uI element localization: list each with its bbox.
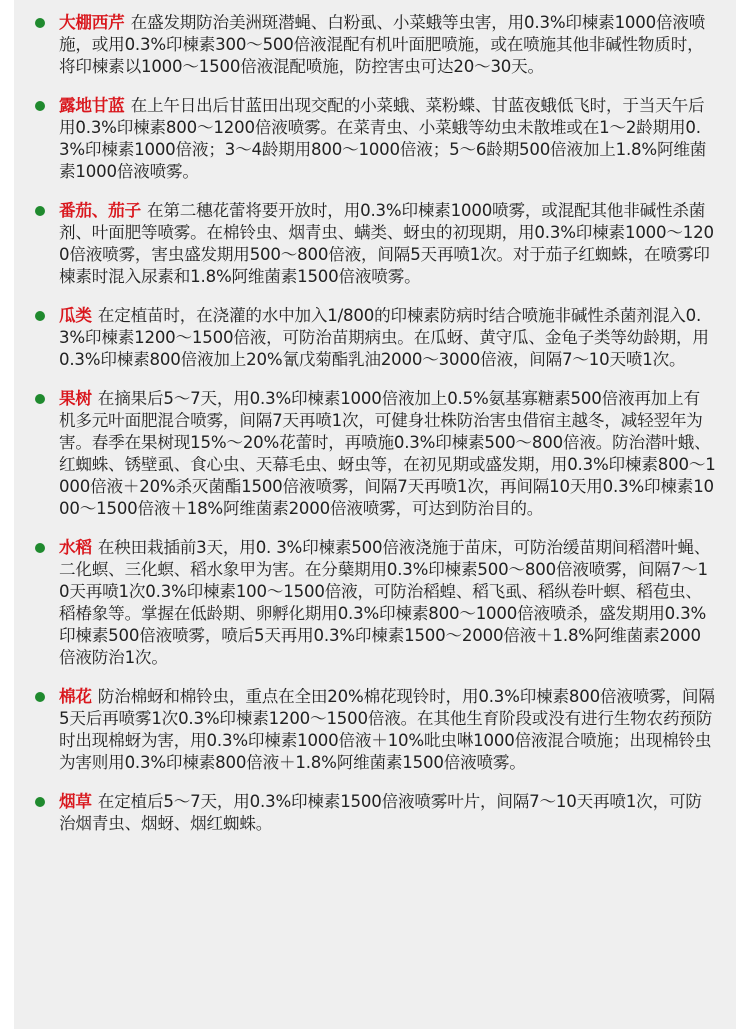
crop-name: 烟草 <box>59 792 92 811</box>
entry-tomato-eggplant <box>14 200 736 288</box>
crop-name: 露地甘蓝 <box>59 96 125 115</box>
entry-text: 在秧田栽插前3天，用0. 3%印楝素500倍液浇施于苗床，可防治缓苗期间稻潜叶蝇、二化螟、三化螟、稻水象甲为害。在分蘖期用0.3%印楝素500～800倍液喷雾，间隔7～10天再喷1次0.3%印楝素100～1500倍液，可防治稻蝗、稻飞虱、稻纵卷叶螟、稻苞虫、稻椿象等。掌握在低龄期、卵孵化期用0.3%印楝素800～1000倍液喷杀，盛发期用0.3%印楝素500倍液喷雾，喷后5天再用0.3%印楝素1500～2000倍液＋1.8%阿维菌素2000倍液防治1次。 <box>59 538 711 667</box>
entry-cabbage <box>14 95 736 183</box>
entry-tobacco <box>14 791 736 835</box>
bullet-icon <box>35 206 45 216</box>
entry-text: 在盛发期防治美洲斑潜蝇、白粉虱、小菜蛾等虫害，用0.3%印楝素1000倍液喷施，或用0.3%印楝素300～500倍液混配有机叶面肥喷施，或在喷施其他非碱性物质时，将印楝素以1000～1500倍液混配喷施，防控害虫可达20～30天。 <box>59 13 706 76</box>
crop-name: 瓜类 <box>59 306 92 325</box>
entry-text: 在定植苗时，在浇灌的水中加入1/800的印楝素防病时结合喷施非碱性杀菌剂混入0.3%印楝素1200～1500倍液，可防治苗期病虫。在瓜蚜、黄守瓜、金龟子类等幼龄期，用0.3%印楝素800倍液加上20%氰戊菊酯乳油2000～3000倍液，间隔7～10天喷1次。 <box>59 306 709 369</box>
entry-cotton <box>14 686 736 774</box>
entry-melons <box>14 305 736 371</box>
crop-name: 番茄、茄子 <box>59 201 141 220</box>
bullet-icon <box>35 394 45 404</box>
crop-name: 水稻 <box>59 538 92 557</box>
entry-text: 防治棉蚜和棉铃虫，重点在全田20%棉花现铃时，用0.3%印楝素800倍液喷雾，间隔5天后再喷雾1次0.3%印楝素1200～1500倍液。在其他生育阶段或没有进行生物农药预防时出现棉蚜为害，用0.3%印楝素1000倍液＋10%吡虫啉1000倍液混合喷施；出现棉铃虫为害则用0.3%印楝素800倍液＋1.8%阿维菌素1500倍液喷雾。 <box>59 687 715 772</box>
entry-text: 在上午日出后甘蓝田出现交配的小菜蛾、菜粉蝶、甘蓝夜蛾低飞时，于当天午后用0.3%印楝素800～1200倍液喷雾。在菜青虫、小菜蛾等幼虫未散堆或在1～2龄期用0.3%印楝素1000倍液；3～4龄期用800～1000倍液；5～6龄期500倍液加上1.8%阿维菌素1000倍液喷雾。 <box>59 96 707 181</box>
entry-rice <box>14 537 736 669</box>
bullet-icon <box>35 692 45 702</box>
crop-name: 棉花 <box>59 687 92 706</box>
bullet-icon <box>35 797 45 807</box>
entry-fruit-trees <box>14 388 736 520</box>
entry-text: 在定植后5～7天，用0.3%印楝素1500倍液喷雾叶片，间隔7～10天再喷1次，可防治烟青虫、烟蚜、烟红蜘蛛。 <box>59 792 702 833</box>
crop-name: 大棚西芹 <box>59 13 125 32</box>
bullet-icon <box>35 101 45 111</box>
entry-text: 在摘果后5～7天，用0.3%印楝素1000倍液加上0.5%氨基寡糖素500倍液再加上有机多元叶面肥混合喷雾，间隔7天再喷1次，可健身壮株防治害虫借宿主越冬，减轻翌年为害。春季在果树现15%～20%花蕾时，再喷施0.3%印楝素500～800倍液。防治潜叶蛾、红蜘蛛、锈壁虱、食心虫、天幕毛虫、蚜虫等，在初见期或盛发期，用0.3%印楝素800～1000倍液＋20%杀灭菌酯1500倍液喷雾，间隔7天再喷1次，再间隔10天用0.3%印楝素1000～1500倍液＋18%阿维菌素2000倍液喷雾，可达到防治目的。 <box>59 389 716 518</box>
content-panel <box>14 0 736 1029</box>
entry-celery <box>14 12 736 78</box>
crop-name: 果树 <box>59 389 92 408</box>
bullet-icon <box>35 18 45 28</box>
entry-text: 在第二穗花蕾将要开放时，用0.3%印楝素1000喷雾，或混配其他非碱性杀菌剂、叶面肥等喷雾。在棉铃虫、烟青虫、螨类、蚜虫的初现期，用0.3%印楝素1000～1200倍液喷雾，害虫盛发期用500～800倍液，间隔5天再喷1次。对于茄子红蜘蛛，在喷雾印楝素时混入尿素和1.8%阿维菌素1500倍液喷雾。 <box>59 201 714 286</box>
bullet-icon <box>35 543 45 553</box>
bullet-icon <box>35 311 45 321</box>
